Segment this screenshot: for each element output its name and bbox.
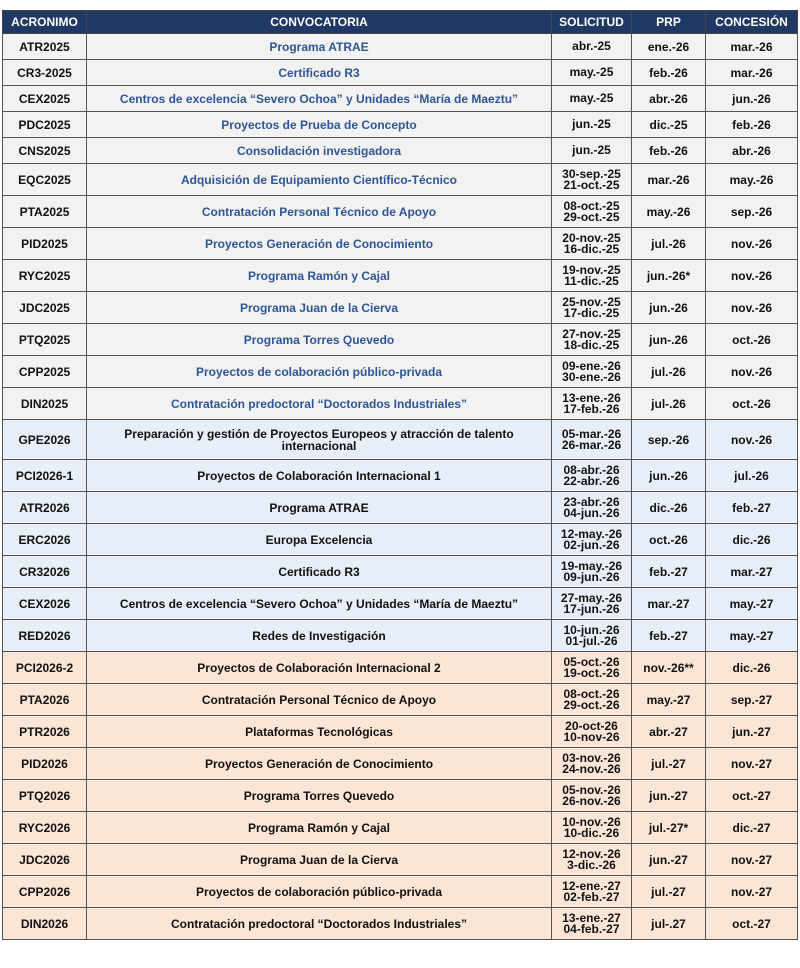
solicitud-date: jun.-25 <box>572 143 611 157</box>
concesion-cell: may.-26 <box>706 164 798 196</box>
concesion-cell: jul.-26 <box>706 460 798 492</box>
concesion-cell: nov.-26 <box>706 420 798 460</box>
prp-cell: jun.-26 <box>632 460 706 492</box>
solicitud-date: 10-jun.-26 <box>563 622 620 637</box>
solicitud-cell <box>552 908 632 940</box>
convocatoria-cell: Contratación Personal Técnico de Apoyo <box>87 684 552 716</box>
solicitud-cell <box>552 356 632 388</box>
solicitud-date: 11-dic.-25 <box>564 273 619 288</box>
solicitud-date: 08-oct.-25 <box>563 198 620 213</box>
solicitud-cell <box>552 196 632 228</box>
table-row <box>3 324 798 356</box>
table-row <box>3 460 798 492</box>
acronimo-cell: PTA2025 <box>3 196 87 228</box>
solicitud-date: 02-feb.-27 <box>563 889 620 904</box>
table-row <box>3 228 798 260</box>
prp-cell: jul.-26 <box>632 228 706 260</box>
solicitud-date: may.-25 <box>569 65 614 79</box>
table-row <box>3 260 798 292</box>
solicitud-date: 29-oct.-26 <box>563 697 620 712</box>
solicitud-cell <box>552 228 632 260</box>
prp-cell: ene.-26 <box>632 34 706 60</box>
convocatoria-cell: Plataformas Tecnológicas <box>87 716 552 748</box>
acronimo-cell: DIN2025 <box>3 388 87 420</box>
table-row <box>3 388 798 420</box>
prp-cell: jun.-26* <box>632 260 706 292</box>
concesion-cell: nov.-26 <box>706 228 798 260</box>
concesion-cell: nov.-27 <box>706 876 798 908</box>
convocatoria-cell: Programa Torres Quevedo <box>87 780 552 812</box>
prp-cell: jun-.26 <box>632 324 706 356</box>
concesion-cell: sep.-26 <box>706 196 798 228</box>
concesion-cell: mar.-26 <box>706 60 798 86</box>
solicitud-cell <box>552 86 632 112</box>
convocatoria-cell: Centros de excelencia “Severo Ochoa” y Unidades “María de Maeztu” <box>87 588 552 620</box>
concesion-cell: may.-27 <box>706 588 798 620</box>
acronimo-cell: PID2026 <box>3 748 87 780</box>
prp-cell: may.-26 <box>632 196 706 228</box>
solicitud-cell <box>552 812 632 844</box>
solicitud-date: 05-nov.-26 <box>562 782 621 797</box>
acronimo-cell: PID2025 <box>3 228 87 260</box>
convocatoria-cell: Programa Juan de la Cierva <box>87 844 552 876</box>
prp-cell: oct.-26 <box>632 524 706 556</box>
convocatoria-cell: Programa Juan de la Cierva <box>87 292 552 324</box>
table-row <box>3 620 798 652</box>
prp-cell: jul.-27* <box>632 812 706 844</box>
table-body <box>3 34 798 940</box>
convocatoria-cell: Proyectos Generación de Conocimiento <box>87 748 552 780</box>
solicitud-cell <box>552 292 632 324</box>
header-acronimo: ACRONIMO <box>3 11 87 34</box>
convocatoria-cell: Proyectos de Colaboración Internacional 2 <box>87 652 552 684</box>
prp-cell: feb.-27 <box>632 556 706 588</box>
acronimo-cell: CPP2026 <box>3 876 87 908</box>
convocatoria-cell: Programa Ramón y Cajal <box>87 812 552 844</box>
schedule-table-container <box>2 10 797 940</box>
prp-cell: dic.-25 <box>632 112 706 138</box>
acronimo-cell: CR3-2025 <box>3 60 87 86</box>
acronimo-cell: PTQ2025 <box>3 324 87 356</box>
concesion-cell: mar.-27 <box>706 556 798 588</box>
acronimo-cell: EQC2025 <box>3 164 87 196</box>
convocatoria-cell: Centros de excelencia “Severo Ochoa” y Unidades “María de Maeztu” <box>87 86 552 112</box>
solicitud-date: 17-jun.-26 <box>563 601 620 616</box>
solicitud-cell <box>552 420 632 460</box>
calls-schedule-table <box>2 10 798 940</box>
concesion-cell: oct.-26 <box>706 388 798 420</box>
solicitud-cell <box>552 460 632 492</box>
concesion-cell: nov.-27 <box>706 748 798 780</box>
prp-cell: nov.-26** <box>632 652 706 684</box>
convocatoria-cell: Consolidación investigadora <box>87 138 552 164</box>
convocatoria-cell: Programa Ramón y Cajal <box>87 260 552 292</box>
convocatoria-cell: Proyectos de colaboración público-privada <box>87 356 552 388</box>
solicitud-date: 26-mar.-26 <box>561 437 622 452</box>
solicitud-cell <box>552 60 632 86</box>
table-row <box>3 684 798 716</box>
concesion-cell: feb.-26 <box>706 112 798 138</box>
solicitud-cell <box>552 780 632 812</box>
table-row <box>3 112 798 138</box>
solicitud-cell <box>552 112 632 138</box>
convocatoria-cell: Proyectos Generación de Conocimiento <box>87 228 552 260</box>
convocatoria-cell: Proyectos de colaboración público-privada <box>87 876 552 908</box>
concesion-cell: jun.-26 <box>706 86 798 112</box>
solicitud-date: 20-oct-26 <box>565 718 618 733</box>
acronimo-cell: JDC2026 <box>3 844 87 876</box>
solicitud-cell <box>552 388 632 420</box>
table-row <box>3 34 798 60</box>
solicitud-date: 05-mar.-26 <box>561 426 622 441</box>
acronimo-cell: PCI2026-1 <box>3 460 87 492</box>
acronimo-cell: ERC2026 <box>3 524 87 556</box>
convocatoria-cell: Preparación y gestión de Proyectos Europeos y atracción de talento internacional <box>87 420 552 460</box>
acronimo-cell: CR32026 <box>3 556 87 588</box>
acronimo-cell: GPE2026 <box>3 420 87 460</box>
solicitud-date: 01-jul.-26 <box>565 633 618 648</box>
solicitud-date: 10-dic.-26 <box>563 825 620 840</box>
solicitud-date: 18-dic.-25 <box>563 337 620 352</box>
concesion-cell: mar.-26 <box>706 34 798 60</box>
solicitud-cell <box>552 34 632 60</box>
table-row <box>3 420 798 460</box>
convocatoria-cell: Proyectos de Colaboración Internacional 1 <box>87 460 552 492</box>
solicitud-cell <box>552 492 632 524</box>
convocatoria-cell: Programa ATRAE <box>87 34 552 60</box>
solicitud-cell <box>552 620 632 652</box>
prp-cell: dic.-26 <box>632 492 706 524</box>
prp-cell: abr.-26 <box>632 86 706 112</box>
solicitud-date: 17-feb.-26 <box>563 401 620 416</box>
acronimo-cell: RED2026 <box>3 620 87 652</box>
concesion-cell: nov.-27 <box>706 844 798 876</box>
solicitud-cell <box>552 260 632 292</box>
solicitud-date: 12-ene.-27 <box>562 878 621 893</box>
acronimo-cell: PTA2026 <box>3 684 87 716</box>
solicitud-date: abr.-25 <box>572 39 611 53</box>
solicitud-cell <box>552 684 632 716</box>
concesion-cell: nov.-26 <box>706 260 798 292</box>
table-row <box>3 138 798 164</box>
solicitud-date: 09-ene.-26 <box>562 358 621 373</box>
prp-cell: abr.-27 <box>632 716 706 748</box>
solicitud-date: 10-nov.-26 <box>562 814 621 829</box>
prp-cell: jul.-27 <box>632 748 706 780</box>
table-row <box>3 524 798 556</box>
table-row <box>3 588 798 620</box>
prp-cell: may.-27 <box>632 684 706 716</box>
concesion-cell: abr.-26 <box>706 138 798 164</box>
prp-cell: jun.-26 <box>632 292 706 324</box>
solicitud-date: 30-sep.-25 <box>562 166 621 181</box>
solicitud-date: 19-may.-26 <box>560 558 623 573</box>
solicitud-date: 08-oct.-26 <box>563 686 620 701</box>
convocatoria-cell: Programa Torres Quevedo <box>87 324 552 356</box>
concesion-cell: dic.-26 <box>706 524 798 556</box>
acronimo-cell: PDC2025 <box>3 112 87 138</box>
solicitud-date: 22-abr.-26 <box>563 473 620 488</box>
prp-cell: feb.-26 <box>632 138 706 164</box>
solicitud-date: 10-nov-26 <box>563 729 620 744</box>
table-row <box>3 652 798 684</box>
table-row <box>3 716 798 748</box>
solicitud-date: 08-abr.-26 <box>563 462 620 477</box>
solicitud-cell <box>552 164 632 196</box>
solicitud-date: 26-nov.-26 <box>562 793 621 808</box>
solicitud-date: may.-25 <box>569 91 614 105</box>
convocatoria-cell: Contratación predoctoral “Doctorados Industriales” <box>87 908 552 940</box>
acronimo-cell: ATR2026 <box>3 492 87 524</box>
solicitud-date: 21-oct.-25 <box>563 177 620 192</box>
table-row <box>3 86 798 112</box>
solicitud-date: 03-nov.-26 <box>562 750 621 765</box>
convocatoria-cell: Contratación Personal Técnico de Apoyo <box>87 196 552 228</box>
header-concesion: CONCESIÓN <box>706 11 798 34</box>
acronimo-cell: CPP2025 <box>3 356 87 388</box>
table-row <box>3 492 798 524</box>
table-row <box>3 812 798 844</box>
convocatoria-cell: Proyectos de Prueba de Concepto <box>87 112 552 138</box>
solicitud-date: 29-oct.-25 <box>563 209 620 224</box>
convocatoria-cell: Adquisición de Equipamiento Científico-Técnico <box>87 164 552 196</box>
solicitud-cell <box>552 748 632 780</box>
prp-cell: feb.-27 <box>632 620 706 652</box>
concesion-cell: nov.-26 <box>706 292 798 324</box>
table-row <box>3 908 798 940</box>
prp-cell: jul-.26 <box>632 388 706 420</box>
acronimo-cell: PCI2026-2 <box>3 652 87 684</box>
solicitud-date: 27-nov.-25 <box>562 326 621 341</box>
concesion-cell: oct.-26 <box>706 324 798 356</box>
concesion-cell: nov.-26 <box>706 356 798 388</box>
solicitud-cell <box>552 138 632 164</box>
concesion-cell: jun.-27 <box>706 716 798 748</box>
solicitud-date: 12-may.-26 <box>560 526 623 541</box>
table-header-row <box>3 11 798 34</box>
table-row <box>3 292 798 324</box>
acronimo-cell: RYC2026 <box>3 812 87 844</box>
prp-cell: jun.-27 <box>632 844 706 876</box>
solicitud-cell <box>552 324 632 356</box>
convocatoria-cell: Redes de Investigación <box>87 620 552 652</box>
convocatoria-cell: Certificado R3 <box>87 60 552 86</box>
solicitud-cell <box>552 844 632 876</box>
table-row <box>3 556 798 588</box>
solicitud-cell <box>552 556 632 588</box>
acronimo-cell: RYC2025 <box>3 260 87 292</box>
solicitud-date: 17-dic.-25 <box>563 305 620 320</box>
acronimo-cell: CEX2025 <box>3 86 87 112</box>
acronimo-cell: JDC2025 <box>3 292 87 324</box>
table-row <box>3 60 798 86</box>
table-row <box>3 356 798 388</box>
table-row <box>3 876 798 908</box>
concesion-cell: dic.-26 <box>706 652 798 684</box>
solicitud-date: 3-dic.-26 <box>567 857 616 872</box>
prp-cell: sep.-26 <box>632 420 706 460</box>
header-convocatoria: CONVOCATORIA <box>87 11 552 34</box>
solicitud-date: 16-dic.-25 <box>563 241 620 256</box>
solicitud-date: 27-may.-26 <box>560 590 623 605</box>
solicitud-date: 04-feb.-27 <box>563 921 620 936</box>
concesion-cell: dic.-27 <box>706 812 798 844</box>
concesion-cell: oct.-27 <box>706 908 798 940</box>
convocatoria-cell: Contratación predoctoral “Doctorados Industriales” <box>87 388 552 420</box>
acronimo-cell: DIN2026 <box>3 908 87 940</box>
acronimo-cell: CNS2025 <box>3 138 87 164</box>
solicitud-date: 13-ene.-26 <box>562 390 621 405</box>
prp-cell: jun.-27 <box>632 780 706 812</box>
solicitud-cell <box>552 588 632 620</box>
solicitud-date: 09-jun.-26 <box>563 569 620 584</box>
prp-cell: jul.-27 <box>632 876 706 908</box>
table-row <box>3 844 798 876</box>
prp-cell: jul-.27 <box>632 908 706 940</box>
prp-cell: jul.-26 <box>632 356 706 388</box>
solicitud-date: 13-ene.-27 <box>562 910 621 925</box>
concesion-cell: may.-27 <box>706 620 798 652</box>
acronimo-cell: PTQ2026 <box>3 780 87 812</box>
prp-cell: mar.-26 <box>632 164 706 196</box>
solicitud-cell <box>552 876 632 908</box>
concesion-cell: oct.-27 <box>706 780 798 812</box>
solicitud-cell <box>552 652 632 684</box>
solicitud-date: jun.-25 <box>572 117 611 131</box>
solicitud-date: 20-nov.-25 <box>562 230 621 245</box>
solicitud-cell <box>552 524 632 556</box>
table-row <box>3 748 798 780</box>
solicitud-cell <box>552 716 632 748</box>
concesion-cell: feb.-27 <box>706 492 798 524</box>
convocatoria-cell: Programa ATRAE <box>87 492 552 524</box>
table-row <box>3 780 798 812</box>
header-prp: PRP <box>632 11 706 34</box>
solicitud-date: 02-jun.-26 <box>563 537 620 552</box>
solicitud-date: 04-jun.-26 <box>563 505 620 520</box>
prp-cell: feb.-26 <box>632 60 706 86</box>
solicitud-date: 12-nov.-26 <box>562 846 621 861</box>
table-row <box>3 196 798 228</box>
solicitud-date: 19-oct.-26 <box>563 665 620 680</box>
concesion-cell: sep.-27 <box>706 684 798 716</box>
solicitud-date: 19-nov.-25 <box>562 262 621 277</box>
convocatoria-cell: Europa Excelencia <box>87 524 552 556</box>
acronimo-cell: CEX2026 <box>3 588 87 620</box>
acronimo-cell: ATR2025 <box>3 34 87 60</box>
convocatoria-cell: Certificado R3 <box>87 556 552 588</box>
solicitud-date: 30-ene.-26 <box>562 369 621 384</box>
table-row <box>3 164 798 196</box>
prp-cell: mar.-27 <box>632 588 706 620</box>
acronimo-cell: PTR2026 <box>3 716 87 748</box>
solicitud-date: 24-nov.-26 <box>562 761 621 776</box>
solicitud-date: 25-nov.-25 <box>562 294 621 309</box>
solicitud-date: 23-abr.-26 <box>563 494 620 509</box>
header-solicitud: SOLICITUD <box>552 11 632 34</box>
solicitud-date: 05-oct.-26 <box>563 654 620 669</box>
